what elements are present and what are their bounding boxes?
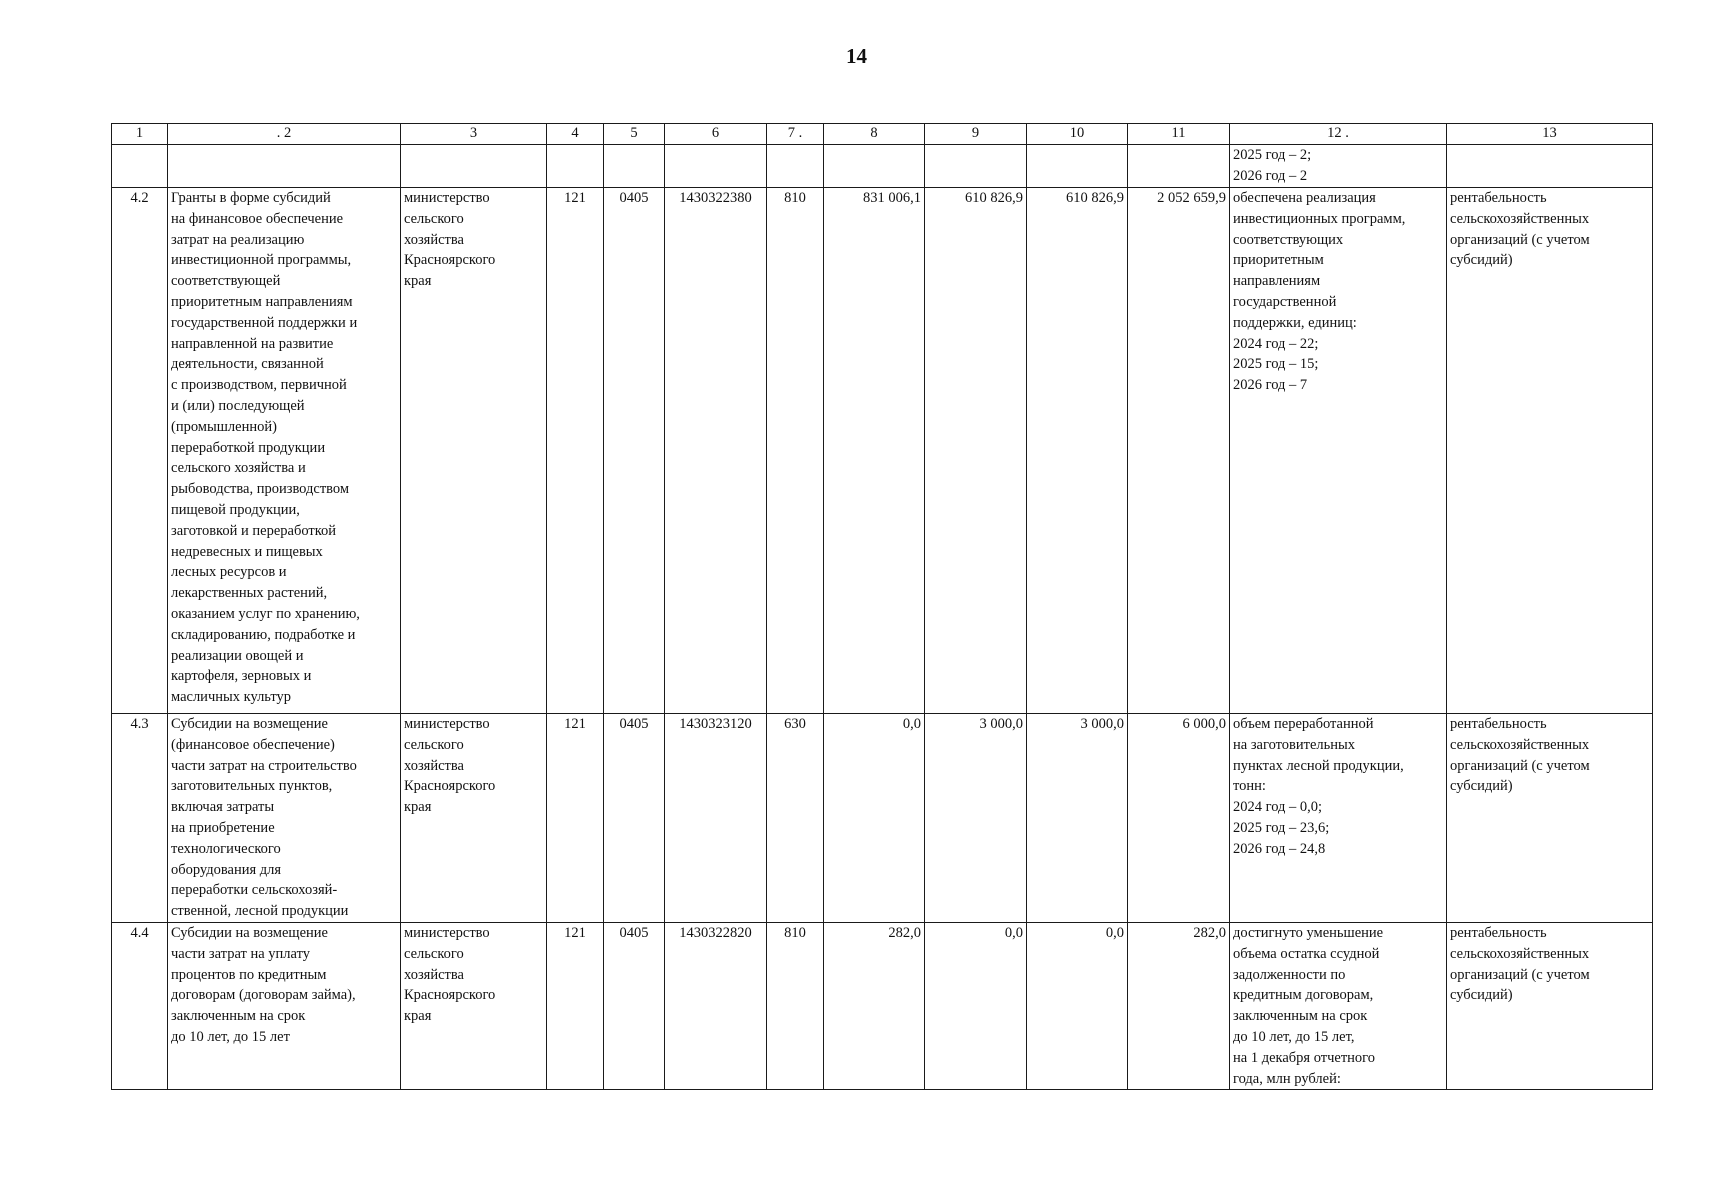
- grbs-code: 121: [547, 188, 604, 714]
- table-cell: [547, 145, 604, 188]
- target-indicator: рентабельность сельскохозяйственных организаций (с учетом субсидий): [1447, 922, 1653, 1089]
- column-number: 8: [824, 124, 925, 145]
- expected-result: обеспечена реализация инвестиционных программ, соответствующих приоритетным направлениям государственной поддержки, единиц: 2024 год – 22; 2025 год – 15; 2026 год – 7: [1230, 188, 1447, 714]
- table-row: [112, 922, 1653, 1089]
- table-row: [112, 188, 1653, 714]
- column-number: 9: [925, 124, 1027, 145]
- amount-2025: 3 000,0: [925, 714, 1027, 923]
- activity-name: Субсидии на возмещение части затрат на уплату процентов по кредитным договорам (договорам займа), заключенным на срок до 10 лет, до 15 лет: [168, 922, 401, 1089]
- column-number: 11: [1128, 124, 1230, 145]
- vr-code: 810: [767, 922, 824, 1089]
- executor: министерство сельского хозяйства Красноярского края: [401, 188, 547, 714]
- table-cell: [168, 145, 401, 188]
- amount-2024: 282,0: [824, 922, 925, 1089]
- csr-code: 1430323120: [665, 714, 767, 923]
- table-cell: [665, 145, 767, 188]
- row-number: 4.3: [112, 714, 168, 923]
- column-number: 1: [112, 124, 168, 145]
- amount-2026: 610 826,9: [1027, 188, 1128, 714]
- amount-2025: 0,0: [925, 922, 1027, 1089]
- table-cell: [1027, 145, 1128, 188]
- amount-total: 282,0: [1128, 922, 1230, 1089]
- column-number: . 2: [168, 124, 401, 145]
- column-number: 3: [401, 124, 547, 145]
- amount-total: 2 052 659,9: [1128, 188, 1230, 714]
- column-number: 5: [604, 124, 665, 145]
- column-number: 13: [1447, 124, 1653, 145]
- grbs-code: 121: [547, 922, 604, 1089]
- column-number: 12 .: [1230, 124, 1447, 145]
- amount-2024: 831 006,1: [824, 188, 925, 714]
- expected-result: объем переработанной на заготовительных пунктах лесной продукции, тонн: 2024 год – 0,0; 2025 год – 23,6; 2026 год – 24,8: [1230, 714, 1447, 923]
- executor: министерство сельского хозяйства Красноярского края: [401, 714, 547, 923]
- program-activities-table: [111, 123, 1653, 1090]
- activity-name: Субсидии на возмещение (финансовое обеспечение) части затрат на строительство заготовительных пунктов, включая затраты на приобретение технологического оборудования для переработки сельскохозяй- ственной, лесной продукции: [168, 714, 401, 923]
- csr-code: 1430322820: [665, 922, 767, 1089]
- row-number: 4.4: [112, 922, 168, 1089]
- table-cell: [767, 145, 824, 188]
- grbs-code: 121: [547, 714, 604, 923]
- table-cell: [1447, 145, 1653, 188]
- expected-result: достигнуто уменьшение объема остатка ссудной задолженности по кредитным договорам, заключенным на срок до 10 лет, до 15 лет, на 1 декабря отчетного года, млн рублей:: [1230, 922, 1447, 1089]
- column-number: 10: [1027, 124, 1128, 145]
- table-cell: [112, 145, 168, 188]
- rzpr-code: 0405: [604, 922, 665, 1089]
- table-cell: [401, 145, 547, 188]
- amount-2025: 610 826,9: [925, 188, 1027, 714]
- rzpr-code: 0405: [604, 714, 665, 923]
- amount-2024: 0,0: [824, 714, 925, 923]
- amount-2026: 0,0: [1027, 922, 1128, 1089]
- table-row: [112, 714, 1653, 923]
- continuation-row: [112, 145, 1653, 188]
- amount-total: 6 000,0: [1128, 714, 1230, 923]
- activity-name: Гранты в форме субсидий на финансовое обеспечение затрат на реализацию инвестиционной программы, соответствующей приоритетным направлениям государственной поддержки и направленной на развитие деятельности, связанной с производством, первичной и (или) последующей (промышленной) переработкой продукции сельского хозяйства и рыбоводства, производством пищевой продукции, заготовкой и переработкой недревесных и пищевых лесных ресурсов и лекарственных растений, оказанием услуг по хранению, складированию, подработке и реализации овощей и картофеля, зерновых и масличных культур: [168, 188, 401, 714]
- target-indicator: рентабельность сельскохозяйственных организаций (с учетом субсидий): [1447, 714, 1653, 923]
- table-cell: [925, 145, 1027, 188]
- vr-code: 630: [767, 714, 824, 923]
- rzpr-code: 0405: [604, 188, 665, 714]
- page-number: 14: [846, 44, 867, 68]
- row-number: 4.2: [112, 188, 168, 714]
- vr-code: 810: [767, 188, 824, 714]
- indicator-continuation: 2025 год – 2; 2026 год – 2: [1230, 145, 1447, 188]
- column-number: 4: [547, 124, 604, 145]
- table-cell: [1128, 145, 1230, 188]
- executor: министерство сельского хозяйства Красноярского края: [401, 922, 547, 1089]
- amount-2026: 3 000,0: [1027, 714, 1128, 923]
- column-number-row: [112, 124, 1653, 145]
- target-indicator: рентабельность сельскохозяйственных организаций (с учетом субсидий): [1447, 188, 1653, 714]
- column-number: 6: [665, 124, 767, 145]
- table-cell: [604, 145, 665, 188]
- table-cell: [824, 145, 925, 188]
- csr-code: 1430322380: [665, 188, 767, 714]
- column-number: 7 .: [767, 124, 824, 145]
